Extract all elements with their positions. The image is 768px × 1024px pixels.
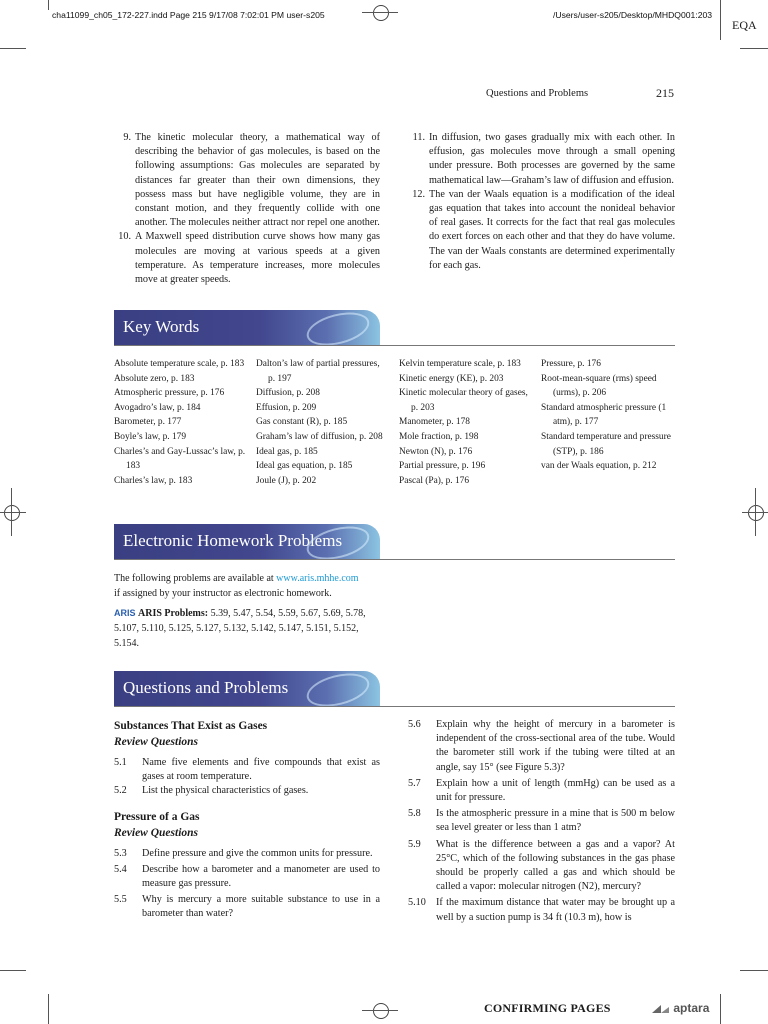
crop-mark — [11, 488, 12, 536]
summary-item-text: A Maxwell speed distribution curve shows how many gas molecules are moving at various speeds at a given temperature. As temperature increases, more molecules move at greater speeds. — [135, 231, 380, 286]
section-rule — [114, 345, 675, 346]
questions-banner — [114, 671, 380, 706]
aptara-logo-icon — [652, 1004, 670, 1014]
key-words-col-2 — [256, 357, 386, 488]
aris-list: 5.39, 5.47, 5.54, 5.59, 5.67, 5.69, 5.78, 5.107, 5.110, 5.125, 5.127, 5.132, 5.142, 5.147, 5.151, 5.152, 5.154. — [114, 608, 366, 649]
slug-left: cha11099_ch05_172-227.indd Page 215 9/17/08 7:02:01 PM user-s205 — [52, 10, 325, 20]
question-number: 5.7 — [408, 777, 421, 789]
aptara-brand: aptara — [673, 1001, 710, 1015]
questions-left-column — [114, 718, 380, 922]
summary-item-number: 11. — [412, 132, 425, 143]
question-text: Describe how a barometer and a manometer are used to measure gas pressure. — [142, 863, 380, 890]
question-text: Is the atmospheric pressure in a mine that is 500 m below sea level greater or less than 1 atm? — [436, 808, 675, 834]
key-words-col-3 — [399, 357, 529, 488]
key-words-col-1 — [114, 357, 249, 488]
key-word: Root-mean-square (rms) speed (urms), p. 206 — [541, 373, 657, 399]
section-title: Substances That Exist as Gases — [114, 720, 268, 732]
question-number: 5.5 — [114, 894, 127, 906]
crop-mark — [755, 488, 756, 536]
question-text: Explain how a unit of length (mmHg) can be used as a unit for pressure. — [436, 777, 675, 804]
section-rule — [114, 559, 675, 560]
question-number: 5.10 — [408, 897, 426, 909]
key-word: Boyle’s law, p. 179 — [114, 431, 187, 442]
homework-banner — [114, 524, 380, 559]
questions-right-column — [408, 718, 675, 925]
question-text: Define pressure and give the common units for pressure. — [142, 847, 373, 859]
question-text: List the physical characteristics of gases. — [142, 785, 309, 797]
question-item — [114, 863, 380, 891]
summary-item — [114, 230, 380, 287]
summary-item-number: 12. — [412, 188, 425, 200]
aris-link[interactable]: www.aris.mhhe.com — [276, 573, 359, 584]
key-word: Effusion, p. 209 — [256, 402, 317, 413]
crop-mark — [0, 970, 26, 971]
aris-problems — [114, 606, 384, 651]
question-item — [408, 718, 675, 775]
key-word: Ideal gas equation, p. 185 — [256, 461, 353, 472]
key-word: Charles’s law, p. 183 — [114, 475, 193, 486]
crop-mark — [0, 48, 26, 49]
question-item — [408, 807, 675, 835]
key-word: Ideal gas, p. 185 — [256, 446, 318, 457]
summary-item-text: The van der Waals equation is a modification of the ideal gas equation that takes into account the nonideal behavior of real gases. It corrects for the fact that real gas molecules do exert forces on each other and that they do have volume. The van der Waals constants are determined experimentally for each gas. — [429, 188, 675, 271]
aris-label: ARIS Problems: — [138, 608, 209, 619]
aris-logo-icon: ARIS — [114, 608, 136, 618]
question-number: 5.9 — [408, 838, 421, 850]
question-item — [114, 893, 380, 921]
question-item — [114, 756, 380, 784]
registration-mark-icon — [373, 5, 389, 21]
section-subtitle: Review Questions — [114, 736, 199, 748]
key-word: Dalton’s law of partial pressures, p. 197 — [256, 359, 380, 384]
summary-item — [408, 131, 675, 188]
summary-item-number: 10. — [118, 231, 131, 243]
key-word: Mole fraction, p. 198 — [399, 431, 479, 442]
summary-item — [408, 188, 675, 273]
registration-mark-icon — [748, 505, 764, 521]
crop-mark — [720, 0, 721, 40]
crop-mark — [740, 48, 768, 49]
crop-mark — [720, 994, 721, 1024]
question-number: 5.4 — [114, 863, 127, 875]
key-word: Charles’s and Gay-Lussac’s law, p. 183 — [114, 446, 246, 472]
question-item — [114, 784, 380, 798]
crop-mark — [48, 994, 49, 1024]
key-word: Standard temperature and pressure (STP), p. 186 — [541, 431, 671, 457]
question-text: Explain why the height of mercury in a barometer is independent of the cross-sectional area of the tube. Would the barometer still work if the tubing were tilted at an angle, say 15° (see Figure 5.3)? — [436, 719, 675, 773]
key-word: Barometer, p. 177 — [114, 417, 182, 428]
key-word: Pascal (Pa), p. 176 — [399, 475, 470, 486]
crop-mark — [362, 12, 398, 13]
key-word: Graham’s law of diffusion, p. 208 — [256, 431, 383, 442]
questions-heading: Questions and Problems — [123, 678, 289, 697]
homework-intro-text-2: if assigned by your instructor as electronic homework. — [114, 588, 332, 599]
summary-item-number: 9. — [123, 132, 131, 143]
question-text: Name five elements and five compounds that exist as gases at room temperature. — [142, 757, 380, 783]
summary-left-column — [114, 131, 380, 287]
question-number: 5.3 — [114, 847, 127, 859]
key-word: Kelvin temperature scale, p. 183 — [399, 359, 521, 369]
crop-mark — [362, 1010, 398, 1011]
question-number: 5.1 — [114, 757, 127, 768]
key-words-col-4 — [541, 357, 675, 474]
question-number: 5.6 — [408, 719, 421, 730]
key-word: Avogadro’s law, p. 184 — [114, 402, 201, 413]
crop-mark — [48, 0, 49, 10]
key-word: Joule (J), p. 202 — [256, 475, 317, 486]
summary-item-text: The kinetic molecular theory, a mathematical way of describing the behavior of gas molecules, is based on the following assumptions: Gas molecules are separated by distances far greater than their own dimensions, they possess mass but have negligible volume, they are in constant motion, and they frequently collide with one another. The molecules neither attract nor repel one another. — [135, 132, 380, 229]
question-text: What is the difference between a gas and a vapor? At 25°C, which of the following substances in the gas phase should be properly called a gas and which should be called a vapor: molecular nitrogen (N2), mercury? — [436, 838, 675, 893]
question-item — [408, 896, 675, 924]
key-word: Diffusion, p. 208 — [256, 388, 320, 399]
section-rule — [114, 706, 675, 707]
slug-right: /Users/user-s205/Desktop/MHDQ001:203 — [553, 10, 713, 20]
question-item — [408, 777, 675, 805]
key-words-heading: Key Words — [123, 317, 200, 336]
question-text: If the maximum distance that water may be brought up a well by a suction pump is 34 ft (10.3 m), how is — [436, 897, 675, 923]
crop-mark — [0, 512, 26, 513]
confirming-pages-label: CONFIRMING PAGES — [484, 1001, 611, 1015]
question-text: Why is mercury a more suitable substance to use in a barometer than water? — [142, 894, 380, 920]
summary-item — [114, 131, 380, 230]
question-number: 5.8 — [408, 808, 421, 820]
homework-intro — [114, 571, 414, 601]
key-word: Atmospheric pressure, p. 176 — [114, 388, 225, 399]
question-item — [114, 847, 380, 861]
registration-mark-icon — [4, 505, 20, 521]
section-title: Pressure of a Gas — [114, 810, 200, 823]
page-number: 215 — [656, 86, 674, 100]
homework-intro-text: The following problems are available at — [114, 573, 277, 584]
summary-right-column — [408, 131, 675, 273]
key-word: Kinetic energy (KE), p. 203 — [399, 373, 504, 384]
running-head-title: Questions and Problems — [486, 88, 589, 99]
key-word: Partial pressure, p. 196 — [399, 461, 486, 472]
key-word: Manometer, p. 178 — [399, 417, 470, 428]
key-words-banner — [114, 310, 380, 345]
crop-mark — [740, 970, 768, 971]
key-word: Newton (N), p. 176 — [399, 446, 473, 457]
key-word: Absolute zero, p. 183 — [114, 373, 195, 384]
registration-mark-icon — [373, 1003, 389, 1019]
key-word: Standard atmospheric pressure (1 atm), p. 177 — [541, 402, 667, 428]
key-word: Kinetic molecular theory of gases, p. 203 — [399, 388, 528, 413]
aptara-logo — [652, 1001, 709, 1015]
key-word: van der Waals equation, p. 212 — [541, 461, 657, 472]
key-word: Absolute temperature scale, p. 183 — [114, 359, 245, 369]
slug-tag: EQA — [732, 18, 757, 32]
key-word: Pressure, p. 176 — [541, 359, 601, 369]
homework-heading: Electronic Homework Problems — [123, 531, 343, 550]
question-item — [408, 838, 675, 895]
key-word: Gas constant (R), p. 185 — [256, 417, 348, 428]
section-subtitle: Review Questions — [114, 826, 199, 839]
summary-item-text: In diffusion, two gases gradually mix with each other. In effusion, gas molecules move through a small opening under pressure. Both processes are governed by the same mathematical law—Graham’s law of diffusion and effusion. — [429, 132, 675, 186]
question-number: 5.2 — [114, 785, 127, 797]
